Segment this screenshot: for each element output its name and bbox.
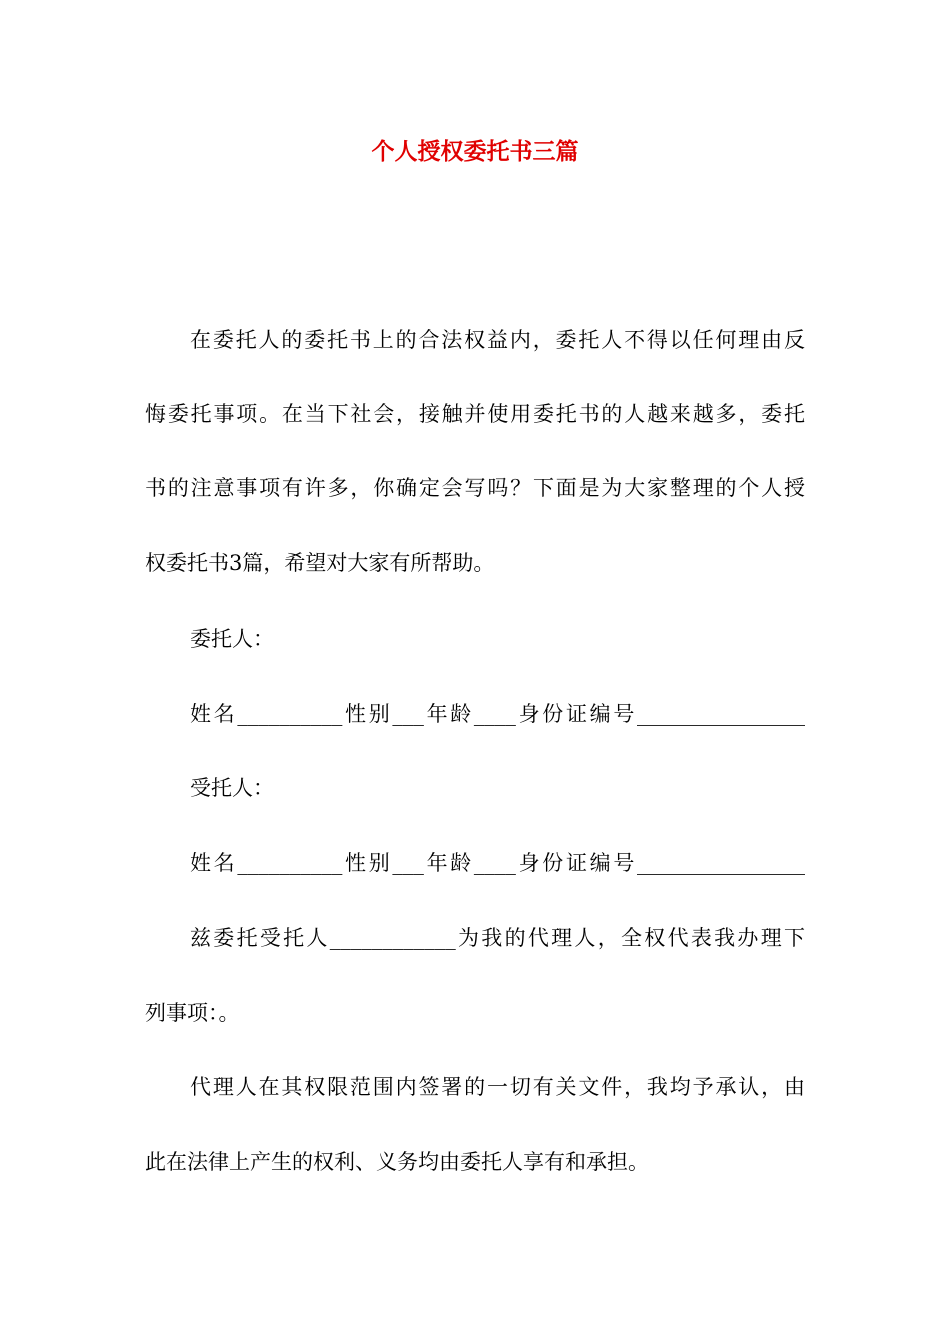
document-title: 个人授权委托书三篇: [371, 138, 579, 165]
paragraph-line: 兹委托受托人____________为我的代理人，全权代表我办理下: [190, 926, 805, 950]
principal-label: 委托人：: [190, 627, 274, 651]
paragraph-line: 悔委托事项。在当下社会，接触并使用委托书的人越来越多，委托: [145, 402, 805, 426]
paragraph-line: 书的注意事项有许多，你确定会写吗？下面是为大家整理的个人授: [145, 476, 805, 500]
paragraph-line: 列事项：。: [145, 1001, 240, 1025]
agent-info-line: 姓名__________性别___年龄____身份证编号________________: [190, 851, 805, 875]
paragraph-line: 在委托人的委托书上的合法权益内，委托人不得以任何理由反: [190, 328, 805, 352]
paragraph-line: 此在法律上产生的权利、义务均由委托人享有和承担。: [145, 1150, 649, 1174]
paragraph-line: 权委托书3篇，希望对大家有所帮助。: [145, 551, 495, 575]
paragraph-line: 代理人在其权限范围内签署的一切有关文件，我均予承认，由: [190, 1075, 805, 1099]
principal-info-line: 姓名__________性别___年龄____身份证编号________________: [190, 702, 805, 726]
agent-label: 受托人：: [190, 776, 274, 800]
